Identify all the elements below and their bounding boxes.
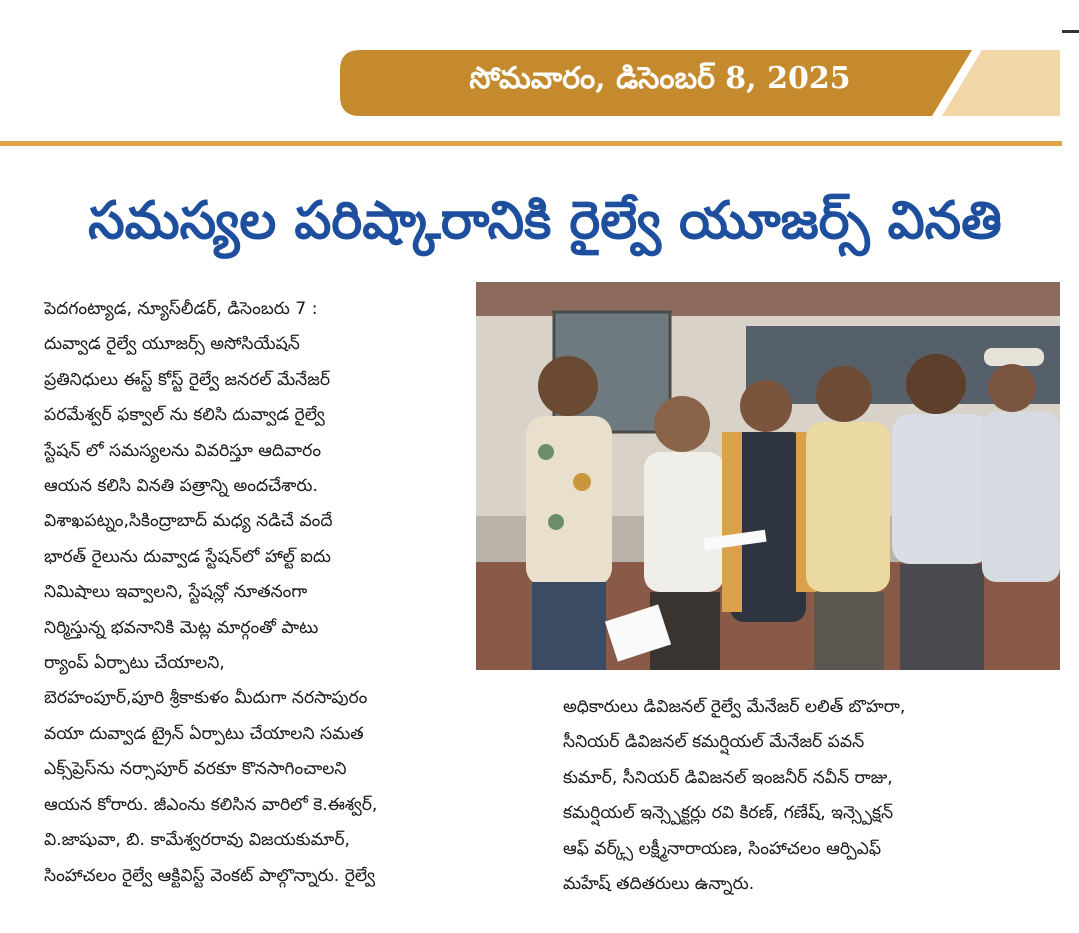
article-text-line: వి.జాషువా, బి. కామేశ్వరరావు విజయకుమార్,: [44, 830, 350, 851]
article-text-line: స్టేషన్ లో సమస్యలను వివరిస్తూ ఆదివారం: [44, 440, 322, 461]
article-text-line: సింహాచలం రైల్వే ఆక్టివిస్ట్ వెంకట్ పాల్గొన్నారు. రైల్వే: [44, 865, 375, 886]
article-text-line: నిర్మిస్తున్న భవనానికి మెట్ల మార్గంతో పాటు: [44, 617, 319, 638]
article-text-line: భారత్ రైలును దువ్వాడ స్టేషన్‌లో హాల్ట్ ఐదు: [44, 546, 331, 567]
article-text-line: నిమిషాలు ఇవ్వాలని, స్టేషన్లో నూతనంగా: [44, 582, 308, 603]
article-text-line: సీనియర్ డివిజనల్ కమర్షియల్ మేనేజర్ పవన్: [563, 732, 865, 753]
article-body-right: [563, 690, 1053, 902]
article-text-line: ఆయన కోరారు. జీఎంను కలిసిన వారిలో కె.ఈశ్వర్,: [44, 794, 378, 815]
article-text-line: వయా దువ్వాడ ట్రైన్ ఏర్పాటు చేయాలని సమత: [44, 723, 364, 744]
issue-date: సోమవారం, డిసెంబర్ 8, 2025: [469, 61, 851, 96]
article-text-line: ర్యాంప్ ఏర్పాటు చేయాలని,: [44, 653, 225, 674]
article-text-line: విశాఖపట్నం,సికింద్రాబాద్ మధ్య నడిచే వందే: [44, 511, 333, 532]
article-text-line: కుమార్, సీనియర్ డివిజనల్ ఇంజనీర్ నవీన్ రాజు,: [563, 767, 893, 788]
article-text-line: దువ్వాడ రైల్వే యూజర్స్ అసోసియేషన్: [44, 334, 300, 355]
article-text-line: అధికారులు డివిజనల్ రైల్వే మేనేజర్ లలిత్ బొహరా,: [563, 697, 906, 717]
article-text-line: బెరహంపూర్,పూరి శ్రీకాకుళం మీదుగా నరసాపురం: [44, 688, 368, 709]
article-text-line: ఆయన కలిసి వినతి పత్రాన్ని అందచేశారు.: [44, 476, 318, 497]
corner-mark: [1062, 30, 1079, 33]
news-photo: [476, 282, 1060, 670]
article-text-line: మహేష్ తదితరులు ఉన్నారు.: [563, 874, 755, 895]
article-body-left: [44, 292, 532, 894]
header-divider: [0, 141, 1062, 146]
date-banner: [340, 44, 1060, 116]
photo-illustration: [476, 282, 1060, 670]
article-text-line: పరమేశ్వర్ ఫక్వాల్ ను కలిసి దువ్వాడ రైల్వే: [44, 405, 325, 426]
article-text-line: ఆఫ్ వర్క్స్ లక్ష్మీనారాయణ, సింహాచలం ఆర్పిఎఫ్: [563, 838, 882, 859]
article-text-line: పెదగంట్యాడ, న్యూస్‌లీడర్, డిసెంబరు 7 :: [44, 299, 318, 319]
article-text-line: కమర్షియల్ ఇన్స్పెక్టర్లు రవి కిరణ్, గణేష్, ఇన్స్పెక్షన్: [563, 803, 894, 824]
article-text-line: ప్రతినిధులు ఈస్ట్ కోస్ట్ రైల్వే జనరల్ మేనేజర్: [44, 369, 331, 390]
article-headline: సమస్యల పరిష్కారానికి రైల్వే యూజర్స్ వినతి: [88, 191, 1002, 251]
article-text-line: ఎక్స్‌ప్రెస్‌ను నర్సాపూర్ వరకూ కొనసాగించాలని: [44, 759, 347, 780]
